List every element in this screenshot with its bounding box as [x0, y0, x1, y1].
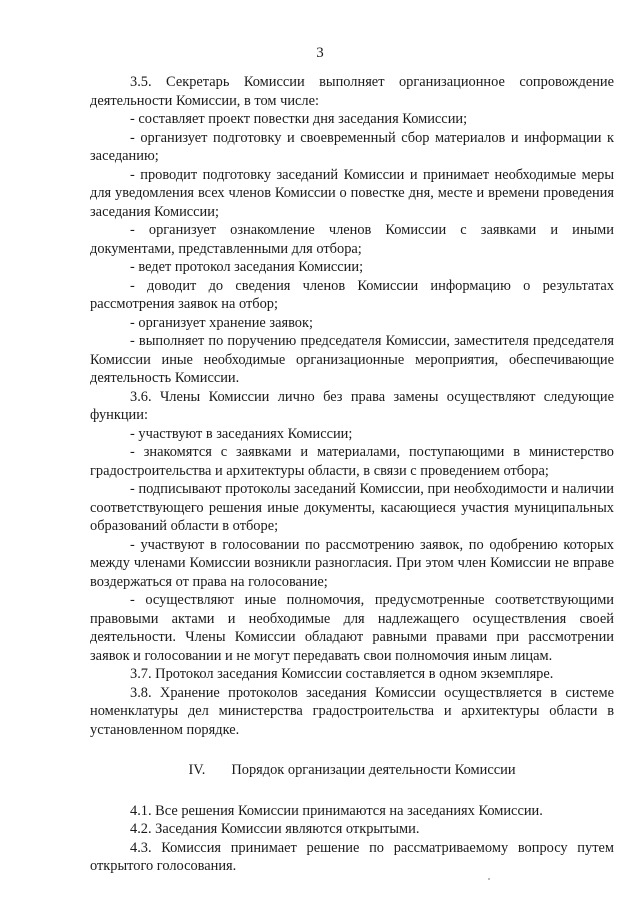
list-item: - организует подготовку и своевременный сбор материалов и информации к заседанию; [90, 129, 614, 164]
list-item: - составляет проект повестки дня заседания Комиссии; [130, 111, 468, 127]
list-item: - доводит до сведения членов Комиссии информацию о результатах рассмотрения заявок на отбор; [90, 277, 614, 312]
paragraph-3-7: 3.7. Протокол заседания Комиссии составляется в одном экземпляре. [130, 666, 554, 682]
section-title: Порядок организации деятельности Комиссии [231, 762, 516, 778]
page-number: 3 [316, 45, 324, 61]
list-item: - участвуют в заседаниях Комиссии; [130, 425, 353, 442]
list-item: - организует ознакомление членов Комиссии с заявками и иными документами, представленными для отбора; [90, 222, 614, 257]
paragraph-3-8: 3.8. Хранение протоколов заседания Комиссии осуществляется в системе номенклатуры дел министерства градостроительства и архитектуры области в установленном порядке. [90, 684, 614, 738]
list-item: - организует хранение заявок; [130, 314, 313, 331]
paragraph-4-3: 4.3. Комиссия принимает решение по рассматриваемому вопросу путем открытого голосования. [90, 839, 614, 874]
paragraph-3-5: 3.5. Секретарь Комиссии выполняет организационное сопровождение деятельности Комиссии, в том числе: [90, 74, 614, 109]
paragraph-3-6: 3.6. Члены Комиссии лично без права замены осуществляют следующие функции: [90, 388, 614, 423]
section-number: IV. [188, 762, 206, 778]
list-item: - участвуют в голосовании по рассмотрению заявок, по одобрению которых между членами Комиссии возникли разногласия. При этом член Комиссии не вправе воздержаться от права на голосование; [90, 536, 614, 590]
list-item: - выполняет по поручению председателя Комиссии, заместителя председателя Комиссии иные необходимые организационные мероприятия, обеспечивающие деятельность Комиссии. [90, 333, 614, 386]
list-item: - ведет протокол заседания Комиссии; [130, 259, 364, 275]
scan-speck [488, 878, 490, 880]
list-item: - знакомятся с заявками и материалами, поступающими в министерство градостроительства и архитектуры области, в связи с проведением отбора; [90, 444, 614, 479]
paragraph-4-2: 4.2. Заседания Комиссии являются открытыми. [130, 821, 420, 837]
list-item: - осуществляют иные полномочия, предусмотренные соответствующими правовыми актами и необходимые для надлежащего осуществления своей деятельности. Члены Комиссии обладают равными правами при рассмотрении заявок и голосовании и не могут передавать свои полномочия иным лицам. [90, 592, 614, 664]
section-heading [90, 761, 614, 780]
list-item: - проводит подготовку заседаний Комиссии и принимает необходимые меры для уведомления всех членов Комиссии о повестке дня, месте и времени проведения заседания Комиссии; [90, 166, 614, 220]
list-item: - подписывают протоколы заседаний Комиссии, при необходимости и наличии соответствующего решения иные документы, касающиеся участия муниципальных образований области в отборе; [90, 481, 614, 534]
paragraph-4-1: 4.1. Все решения Комиссии принимаются на заседаниях Комиссии. [130, 802, 543, 819]
document-body [90, 73, 614, 876]
